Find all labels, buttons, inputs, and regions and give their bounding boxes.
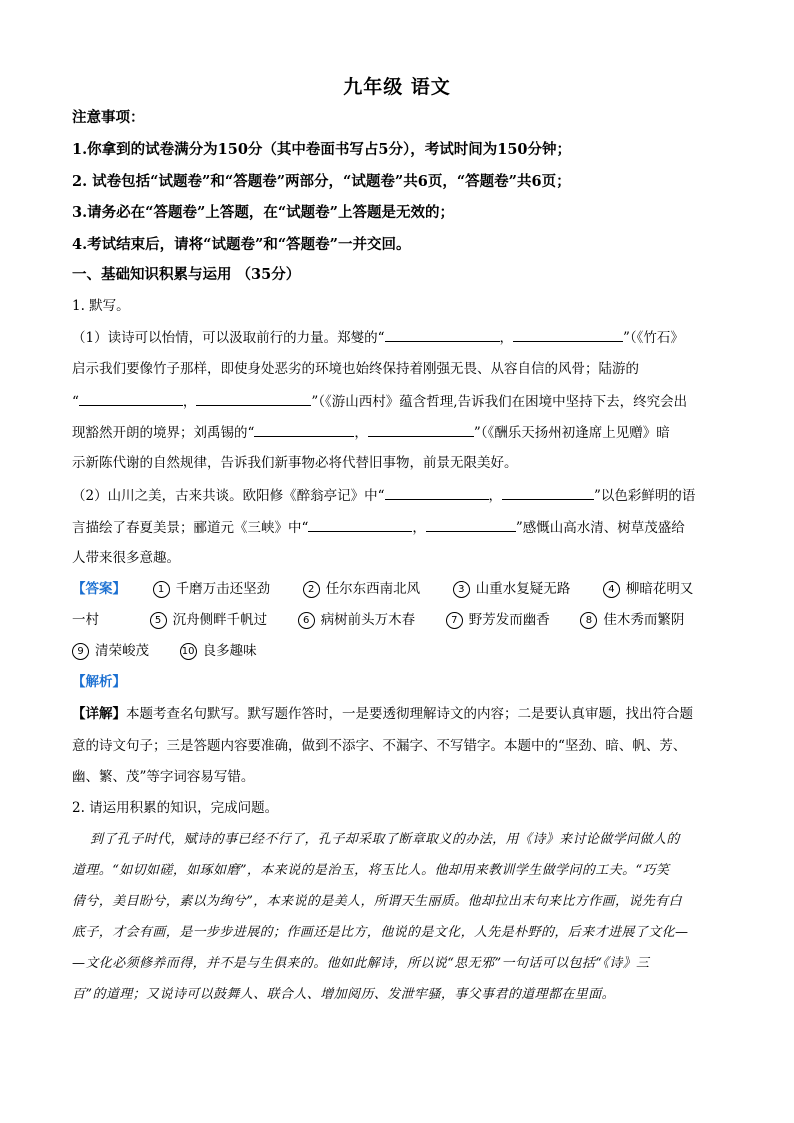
detail-line-1 (72, 704, 732, 724)
answer-blank (79, 391, 183, 406)
answer-item (603, 579, 694, 599)
text-segment: ， (412, 520, 426, 536)
text-segment: ， (182, 394, 197, 410)
answer-blank (513, 327, 623, 342)
reading-passage (72, 824, 732, 1010)
text-segment: ”（《游山西村》蕴含哲理,告诉我们在困境中坚持下去，终究会出 (311, 394, 688, 410)
circled-number: 9 (72, 643, 89, 660)
answer-blank (385, 485, 489, 500)
answer-tag: 【答案】 (72, 581, 126, 597)
answer-item (180, 641, 257, 661)
page-title: 九年级 语文 (343, 76, 451, 98)
detail-line-3: 幽、繁、茂”等字词容易写错。 (72, 769, 255, 785)
answer-blank (368, 422, 474, 437)
question-1-label: 1. 默写。 (72, 298, 130, 314)
text-segment: 言描绘了春夏美景；郦道元《三峡》中“ (72, 520, 309, 536)
question-2-label: 2. 请运用积累的知识，完成问题。 (72, 800, 279, 816)
q1-p2-line-1 (72, 485, 732, 506)
notice-item-3: 3.请务必在“答题卷”上答题，在“试题卷”上答题是无效的； (72, 204, 454, 221)
answer-blank (385, 327, 500, 342)
text-segment: （2）山川之美，古来共谈。欧阳修《醉翁亭记》中“ (72, 488, 385, 504)
circled-number: 7 (446, 612, 463, 629)
text-segment: ， (354, 425, 368, 441)
detail-line-2: 意的诗文句子；三是答题内容要准确，做到不添字、不漏字、不写错字。本题中的“坚劲、暗、帆、芳、 (72, 738, 687, 754)
notice-item-2: 2. 试卷包括“试题卷”和“答题卷”两部分，“试题卷”共6页，“答题卷”共6页； (72, 173, 571, 190)
answer-text: 良多趣味 (202, 643, 257, 659)
circled-number: 3 (453, 581, 470, 598)
notice-heading: 注意事项： (72, 109, 145, 126)
text-segment: ， (499, 330, 513, 346)
q1-p2-line-3: 人带来很多意趣。 (72, 550, 180, 566)
circled-number: 5 (150, 612, 167, 629)
answer-blank (308, 517, 412, 532)
text-segment: 现豁然开朗的境界；刘禹锡的“ (72, 425, 255, 441)
text-segment: “ (72, 394, 79, 410)
answer-text: 一村 (72, 612, 99, 628)
analysis-tag (72, 672, 732, 692)
answer-blank (254, 422, 354, 437)
passage-line: 到了孔子时代，赋诗的事已经不行了，孔子却采取了断章取义的办法，用《诗》来讨论做学问做人的 (72, 832, 680, 847)
answer-item (453, 579, 571, 599)
answer-row-1 (72, 579, 732, 599)
answer-item (298, 610, 416, 630)
text-segment: ”（《竹石》 (623, 330, 684, 346)
answer-text: 千磨万击还坚劲 (175, 581, 271, 597)
circled-number: 8 (580, 612, 597, 629)
passage-line: 道理。“如切如磋，如琢如磨”，本来说的是治玉，将玉比人。他却用来教训学生做学问的工夫。“巧笑 (72, 863, 670, 878)
q1-p2-line-2 (72, 517, 732, 538)
notice-item-1: 1.你拿到的试卷满分为150分（其中卷面书写占5分），考试时间为150分钟； (72, 141, 572, 158)
q1-p1-line-4 (72, 422, 732, 443)
answer-item (153, 579, 271, 599)
answer-text: 清荣峻茂 (95, 643, 149, 659)
text-segment: ， (488, 488, 502, 504)
passage-line: 底子，才会有画，是一步步进展的；作画还是比方，他说的是文化，人先是朴野的，后来才进展了文化— (72, 925, 689, 940)
circled-number: 4 (603, 581, 620, 598)
answer-item (303, 579, 421, 599)
q1-p1-line-1 (72, 327, 732, 348)
answer-item (580, 610, 684, 630)
answer-item (150, 610, 268, 630)
detail-text: 本题考查名句默写。默写题作答时，一是要透彻理解诗文的内容；二是要认真审题，找出符合题 (126, 706, 693, 722)
circled-number: 6 (298, 612, 315, 629)
passage-line: 百”的道理；又说诗可以鼓舞人、联合人、增加阅历、发泄牢骚，事父事君的道理都在里面。 (72, 987, 616, 1002)
detail-tag: 【详解】 (72, 706, 126, 722)
text-segment: ”（《酬乐天扬州初逢席上见赠》暗 (473, 425, 670, 441)
circled-number: 2 (303, 581, 320, 598)
circled-number: 1 (153, 581, 170, 598)
answer-row-2 (72, 610, 732, 630)
passage-line: 倩兮，美目盼兮，素以为绚兮”，本来说的是美人，所谓天生丽质。他却拉出末句来比方作画，说先有白 (72, 894, 683, 909)
answer-text: 沉舟侧畔千帆过 (172, 612, 268, 628)
analysis-label: 【解析】 (72, 674, 126, 690)
answer-blank (196, 391, 311, 406)
answer-text: 山重水复疑无路 (475, 581, 571, 597)
q1-p1-line-3 (72, 391, 732, 412)
circled-number: 10 (180, 643, 197, 660)
answer-blank (502, 485, 594, 500)
answer-text: 任尔东西南北风 (325, 581, 421, 597)
answer-blank (426, 517, 516, 532)
q1-p1-line-2: 启示我们要像竹子那样，即使身处恶劣的环境也始终保持着刚强无畏、从容自信的风骨；陆游的 (72, 361, 639, 377)
answer-text: 佳木秀而繁阴 (603, 612, 685, 628)
answer-text: 柳暗花明又 (625, 581, 694, 597)
section-heading: 一、基础知识积累与运用 （35分） (72, 266, 301, 283)
passage-line: —文化必须修养而得，并不是与生俱来的。他如此解诗，所以说“思无邪”一句话可以包括“《诗》三 (72, 956, 650, 971)
answer-item (446, 610, 550, 630)
answer-text: 野芳发而幽香 (468, 612, 550, 628)
answer-text: 病树前头万木春 (320, 612, 416, 628)
q1-p1-line-5: 示新陈代谢的自然规律，告诉我们新事物必将代替旧事物，前景无限美好。 (72, 455, 518, 471)
answer-item (72, 641, 149, 661)
answer-row-3 (72, 641, 732, 661)
text-segment: （1）读诗可以怡情，可以汲取前行的力量。郑燮的“ (72, 330, 385, 346)
notice-item-4: 4.考试结束后，请将“试题卷”和“答题卷”一并交回。 (72, 236, 411, 253)
text-segment: ”感慨山高水清、树草茂盛给 (515, 520, 685, 536)
text-segment: ”以色彩鲜明的语 (594, 488, 696, 504)
